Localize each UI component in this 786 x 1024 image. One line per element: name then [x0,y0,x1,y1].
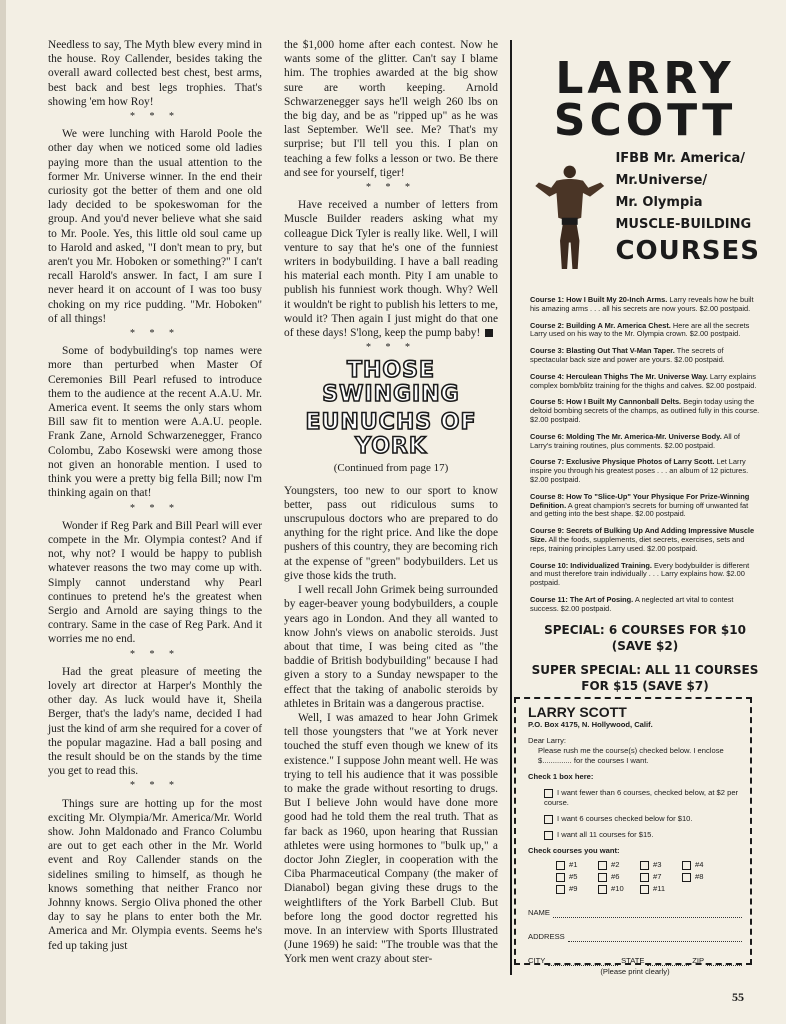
checkbox[interactable] [598,873,607,882]
course-item [530,562,760,588]
separator-stars: * * * [130,780,180,792]
option-label: I want all 11 courses for $15. [557,830,654,839]
box-label: #10 [611,884,624,893]
column-divider [510,40,512,975]
course-desc: Every bodybuilder is different and must therefore train individually . . . Larry explains how. $2.00 postpaid. [530,560,750,588]
coupon-body: Please rush me the course(s) checked below. I enclose $.............. for the courses I want. [538,746,724,765]
order-coupon [514,697,752,976]
special-offer: SPECIAL: 6 COURSES FOR $10 (SAVE $2) [544,622,746,653]
ad-title-2: Mr.Universe/ [615,173,708,188]
course-title: Course 2: Building A Mr. America Chest. [530,320,671,330]
course-item [530,596,760,614]
column-middle [284,38,498,967]
continued-note: (Continued from page 17) [333,462,449,475]
checkbox[interactable] [640,861,649,870]
course-desc: A great champion's secrets for burning off unwanted fat and getting into the best shape. $2.00 postpaid. [530,500,749,519]
course-checkbox[interactable] [556,884,592,894]
field-label: STATE [621,956,645,965]
field-label: ZIP [692,956,705,965]
column-left [48,38,262,953]
box-label: #11 [653,884,666,893]
checkbox[interactable] [556,885,565,894]
ad-title-5: COURSES [615,236,760,266]
course-title: Course 10: Individualized Training. [530,560,652,570]
ad-name [530,53,760,146]
course-desc: Here are all the secrets Larry used on his way to the Mr. Olympia crown. $2.00 postpaid. [530,320,750,339]
bodybuilder-photo-icon [530,148,609,284]
course-desc: Larry reveals how he built his amazing arms . . . all his secrets are now yours. $2.00 postpaid. [530,295,754,313]
address-field[interactable] [528,932,742,942]
box-label: #5 [569,872,578,881]
field-label: ADDRESS [528,932,565,941]
option-all[interactable] [528,830,742,840]
field-label: NAME [528,908,550,917]
box-label: #9 [569,884,578,893]
name-field[interactable] [528,908,742,918]
paragraph: the $1,000 home after each contest. Now he wants some of the glitter. Can't say I blame him. The trophies awarded at the big show sure are worth keeping. Arnold Schwarzenegger says he'll weigh 260 lbs on the big day, and be as "ripped up" as he was last September. We'll see. Me? That's my surprise; but I'll tell you this. I plan on teaching a few folks a lesson or two. Be there and see for yourself, tiger! [284,39,498,179]
checkbox[interactable] [682,861,691,870]
ad-title-4: MUSCLE-BUILDING [615,217,752,232]
course-checkbox[interactable] [682,872,718,882]
option-fewer[interactable] [528,788,742,808]
course-checkbox[interactable] [640,860,676,870]
box-label: #3 [653,860,662,869]
course-item [530,322,760,340]
paragraph-text: Have received a number of letters from Muscle Builder readers asking what my colleague Dick Tyler is really like. Well, I will venture to say that he's one of the funniest writers in bodybuilding. I have a ball reading his material each month. Pity I am unable to publish his funniest work though. Why? Well it wouldn't be right to publish his letters to me, would it? Then again I just might do that one of these days! S'long, keep the pump baby! [284,199,498,340]
option-six[interactable] [528,814,742,824]
course-desc: All the foods, supplements, diet secrets, exercises, sets and reps, training principles Larry used. $2.00 postpaid. [530,534,745,553]
coupon-address: P.O. Box 4175, N. Hollywood, Calif. [528,720,653,729]
course-title: Course 8: How To "Slice-Up" Your Physique For Prize-Winning Definition. [530,491,750,510]
separator-stars: * * * [366,342,416,354]
course-title: Course 1: How I Built My 20-Inch Arms. [530,295,668,304]
paragraph: Well, I was amazed to hear John Grimek tell those youngsters that "we at York never touched the stuff even though we knew of its existence." I suppose John meant well. He was trying to tell his audience that it was possible to make the grade without resorting to drugs. But I believe John would have done more good had he told them the real truth. That as far back as 1960, upon hearing that Russian athletes were using hormones to "bulk up," a doctor John Ziegler, in cooperation with the Ciba Pharmaceutical Company (the maker of Dianabol) began giving these drugs to the weightlifters of the York Barbell Club. But before long the good doctor regretted his move. In an interview with Sports Illustrated (June 1969) he said: "The trouble was that the York men went crazy about ster- [284,711,498,966]
course-title: Course 6: Molding The Mr. America-Mr. Universe Body. [530,431,722,441]
paragraph-end [284,198,498,340]
option-label: I want fewer than 6 courses, checked below, at $2 per course. [544,788,739,807]
print-note: (Please print clearly) [600,967,670,976]
separator-stars: * * * [366,182,416,194]
city-state-zip-field[interactable] [528,956,742,966]
course-desc: Let Larry inspire you through his greatest poses . . . an album of 12 pictures. $2.00 postpaid. [530,457,749,484]
article-headline-1: THOSE SWINGING [322,358,460,408]
course-title: Course 5: How I Built My Cannonball Delts. [530,397,682,407]
course-item [530,398,760,424]
course-item [530,458,760,484]
advertisement [530,40,760,694]
course-desc: Larry explains complex bomb/blitz training for the thighs and calves. $2.00 postpaid. [530,371,757,390]
box-label: #2 [611,860,620,869]
course-title: Course 3: Blasting Out That V-Man Taper. [530,346,675,356]
box-label: #6 [611,872,620,881]
checkbox[interactable] [544,815,553,824]
ad-title-3: Mr. Olympia [615,195,703,210]
course-list [530,296,760,614]
course-title: Course 9: Secrets of Bulking Up And Adding Impressive Muscle Size. [530,526,755,544]
field-line[interactable] [548,957,618,966]
separator-stars: * * * [130,648,180,660]
ad-name-line2: SCOTT [553,95,737,146]
checkbox[interactable] [556,873,565,882]
paragraph: Some of bodybuilding's top names were more than perturbed when Master Of Ceremonies Bill Pearl refused to introduce them to the audience at the recent A.A.U. Mr. America event. It seems the only stars whom Bill saw fit to mention were A.A.U. people. Frank Zane, Arnold Schwarzenegger, Franco Colombu, Zabo Kosewski were among those not given an honorable mention. I used to think you were a pretty big fella Bill; now I'm thinking again on that! [48,345,262,500]
field-line[interactable] [553,909,742,918]
paragraph: Wonder if Reg Park and Bill Pearl will ever compete in the Mr. Olympia contest? And if not, why not? I would be happy to publish whatever reasons the two may come up with. Simply cannot understand why Pearl continues to pretend he's the greatest when Sergio and Arnold are saying things to the contrary. Same in the case of Reg Park. And it worries me no end. [48,519,262,646]
end-mark-icon [485,329,493,337]
course-title: Course 7: Exclusive Physique Photos of Larry Scott. [530,457,715,467]
box-label: #8 [695,872,704,881]
ad-header [530,148,760,284]
paragraph: I well recall John Grimek being surrounded by eager-beaver young bodybuilders, a couple years ago in London. And they all wanted to know John's views on anabolic steroids. Just about that time, I was being cited as "the baddie of British bodybuilding" because I had given a story to a Sunday newspaper to the effect that the taking of anabolic steroids by athletes in Britain was a dangerous practise. [284,584,498,710]
checkbox[interactable] [544,789,553,798]
paragraph: Things sure are hotting up for the most exciting Mr. Olympia/Mr. America/Mr. World show. John Maldonado and Franco Columbu are out to get each other in the Mr. World event and Roy Callender stands on the sidelines smiling to himself, as though he knows something that neither Franco nor Johnny knows. Sergio Oliva phoned the other day to say he plans to enter both the Mr. America and Mr. Olympia events. Seems he's fed up taking just [48,797,262,952]
course-desc: Begin today using the deltoid bombing secrets of the champs, as outlined fully in this course. $2.00 postpaid. [530,397,760,424]
ad-titles [609,148,760,266]
paragraph: We were lunching with Harold Poole the other day when we noticed some old ladies paying more than the usual attention to the former Mr. Universe winner. In the end their curiosity got the better of them and one old lady decided to be spokeswoman for the group. And you'd never believe what she said to Mr. Poole. Yes, this little old soul came up to Harold and asked, "I don't mean to pry, but aren't you Mr. Hoboken or something?" I can't recall Harold's answer. In fact, I am sure I never heard it on account of I was too busy choking on my rice pudding. "Mr. Hoboken" of all things! [48,128,262,325]
box-label: #1 [569,860,578,869]
coupon-check-one: Check 1 box here: [528,772,594,781]
course-title: Course 11: The Art of Posing. [530,594,634,604]
article-headline-2: EUNUCHS OF YORK [305,410,477,460]
course-checkbox[interactable] [598,860,634,870]
ad-name-line1: LARRY [555,53,735,104]
box-label: #7 [653,872,662,881]
course-checkbox-grid [556,860,742,894]
checkbox[interactable] [682,873,691,882]
page-edge [0,0,6,1024]
course-checkbox[interactable] [640,884,676,894]
coupon-check-courses: Check courses you want: [528,846,620,855]
coupon-salutation: Dear Larry: [528,736,566,745]
course-checkbox[interactable] [598,872,634,882]
checkbox[interactable] [598,861,607,870]
course-desc: A neglected art vital to contest success. $2.00 postpaid. [530,594,734,613]
field-line[interactable] [647,957,689,966]
course-item [530,493,760,519]
checkbox[interactable] [598,885,607,894]
checkbox[interactable] [544,831,553,840]
page-number: 55 [732,990,744,1004]
super-special-offer: SUPER SPECIAL: ALL 11 COURSES FOR $15 (SAVE $7) [531,662,759,693]
separator-stars: * * * [130,502,180,514]
course-desc: The secrets of spectacular back size and power are yours. $2.00 postpaid. [530,346,725,364]
course-checkbox[interactable] [598,884,634,894]
course-checkbox[interactable] [556,860,592,870]
paragraph: Needless to say, The Myth blew every mind in the house. Roy Callender, besides taking the overall award collected best chest, best arms, best back and best legs trophies. That's showing 'em how Roy! [48,39,262,108]
course-item [530,347,760,365]
box-label: #4 [695,860,704,869]
field-line[interactable] [707,957,742,966]
course-desc: All of Larry's training routines, plus comments. $2.00 postpaid. [530,431,740,450]
course-item [530,527,760,553]
field-line[interactable] [568,933,742,942]
coupon-name: LARRY SCOTT [528,704,627,720]
course-checkbox[interactable] [556,872,592,882]
course-title: Course 4: Herculean Thighs The Mr. Universe Way. [530,371,708,381]
ad-title-1: IFBB Mr. America/ [615,151,746,166]
paragraph: Had the great pleasure of meeting the lovely art director at Harper's Monthly the other day. As luck would have it, Sheila Berger, that's the lady's name, decided I had just the kind of arm she required for a cover of the popular magazine. Had a ball posing and the result should be on the stands by the time you get to read this. [48,665,262,778]
course-item [530,433,760,451]
course-item [530,296,760,314]
checkbox[interactable] [640,885,649,894]
course-checkbox[interactable] [682,860,718,870]
course-item [530,373,760,391]
paragraph: Youngsters, too new to our sport to know better, pass out ridiculous sums to unscrupulous doctors who are prepared to do anything for the right price. And like the dope pushers of this country, they are becoming rich at the expense of "green" bodybuilders. Let us give those kids the truth. [284,484,498,582]
course-checkbox[interactable] [640,872,676,882]
separator-stars: * * * [130,328,180,340]
checkbox[interactable] [640,873,649,882]
separator-stars: * * * [130,111,180,123]
field-label: CITY [528,956,546,965]
checkbox[interactable] [556,861,565,870]
option-label: I want 6 courses checked below for $10. [557,814,693,823]
